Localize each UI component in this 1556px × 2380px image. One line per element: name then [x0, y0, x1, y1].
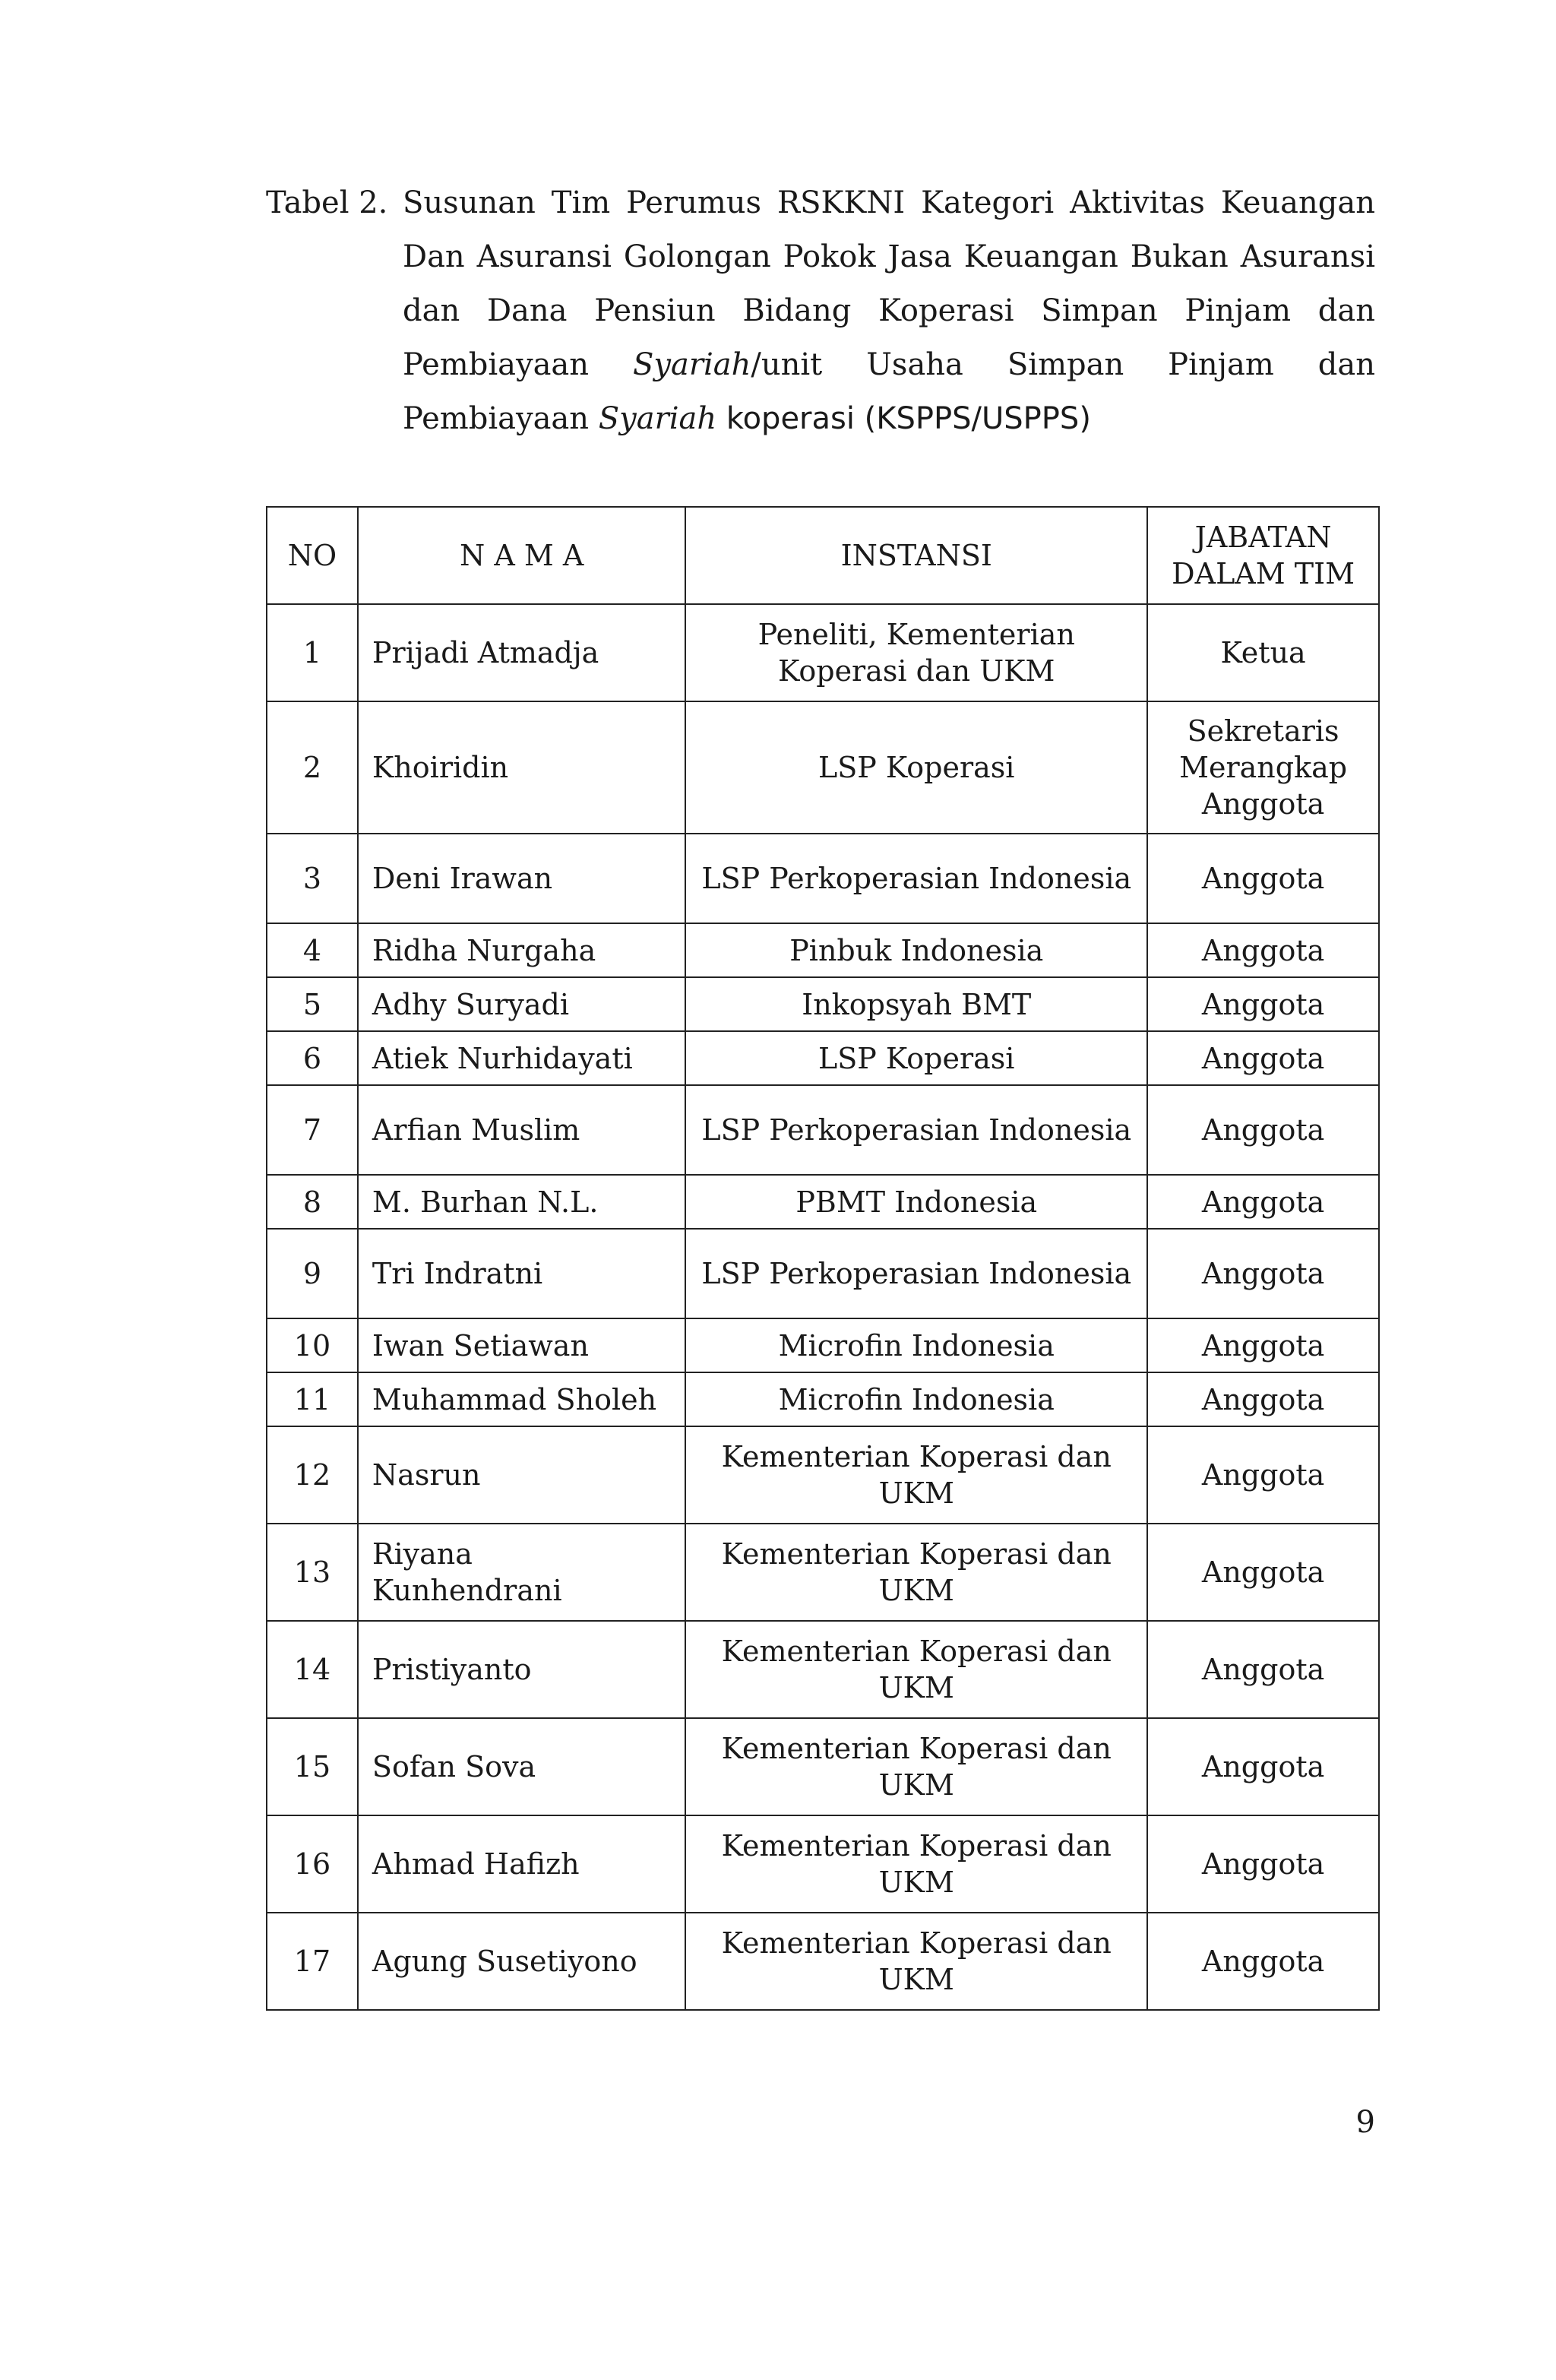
header-jabatan-line1: JABATAN [1194, 521, 1332, 554]
table-row [267, 1524, 1379, 1621]
cell-nama: Muhammad Sholeh [358, 1372, 685, 1426]
cell-no: 16 [267, 1815, 358, 1913]
cell-no: 13 [267, 1524, 358, 1621]
cell-instansi: Kementerian Koperasi dan UKM [685, 1718, 1147, 1815]
cell-nama: Ahmad Hafizh [358, 1815, 685, 1913]
header-instansi: INSTANSI [685, 507, 1147, 604]
cell-jabatan: Anggota [1147, 977, 1379, 1031]
cell-no: 17 [267, 1913, 358, 2010]
caption-italic-1: Syariah [633, 347, 751, 382]
header-no: NO [267, 507, 358, 604]
caption-text [403, 176, 1375, 446]
header-jabatan [1147, 507, 1379, 604]
cell-nama: Nasrun [358, 1426, 685, 1524]
cell-nama: Prijadi Atmadja [358, 604, 685, 701]
cell-instansi: Microfin Indonesia [685, 1372, 1147, 1426]
cell-jabatan: Anggota [1147, 1229, 1379, 1318]
table-row [267, 834, 1379, 923]
page-number: 9 [1355, 2105, 1375, 2140]
cell-no: 2 [267, 701, 358, 834]
cell-jabatan: Anggota [1147, 1426, 1379, 1524]
table-row [267, 1085, 1379, 1175]
cell-jabatan: Anggota [1147, 923, 1379, 977]
cell-jabatan: Anggota [1147, 1913, 1379, 2010]
cell-jabatan: Anggota [1147, 1815, 1379, 1913]
cell-jabatan: Anggota [1147, 1372, 1379, 1426]
table-row [267, 1229, 1379, 1318]
cell-instansi: Kementerian Koperasi dan UKM [685, 1524, 1147, 1621]
cell-nama: Riyana Kunhendrani [358, 1524, 685, 1621]
cell-instansi: Pinbuk Indonesia [685, 923, 1147, 977]
cell-jabatan: Anggota [1147, 1621, 1379, 1718]
cell-jabatan: Anggota [1147, 1085, 1379, 1175]
cell-jabatan: Anggota [1147, 1524, 1379, 1621]
cell-no: 15 [267, 1718, 358, 1815]
cell-no: 14 [267, 1621, 358, 1718]
cell-instansi: Kementerian Koperasi dan UKM [685, 1815, 1147, 1913]
cell-jabatan: Anggota [1147, 1031, 1379, 1085]
caption-text-part-1: Susunan Tim Perumus RSKKNI Kategori Aktivitas Keuangan Dan Asuransi Golongan Pokok Jasa Keuangan Bukan Asuransi dan Dana Pensiun Bidang Koperasi Simpan Pinjam dan Pembiayaan [403, 185, 1375, 382]
cell-nama: Adhy Suryadi [358, 977, 685, 1031]
cell-instansi: Kementerian Koperasi dan UKM [685, 1426, 1147, 1524]
table-row [267, 1318, 1379, 1372]
table-row [267, 1621, 1379, 1718]
cell-no: 12 [267, 1426, 358, 1524]
cell-no: 3 [267, 834, 358, 923]
cell-instansi: PBMT Indonesia [685, 1175, 1147, 1229]
cell-jabatan: Anggota [1147, 1318, 1379, 1372]
cell-jabatan: Anggota [1147, 1718, 1379, 1815]
team-table [266, 506, 1380, 2011]
cell-nama: Sofan Sova [358, 1718, 685, 1815]
cell-instansi: LSP Koperasi [685, 701, 1147, 834]
table-header-row [267, 507, 1379, 604]
cell-instansi: Inkopsyah BMT [685, 977, 1147, 1031]
header-jabatan-line2: DALAM TIM [1172, 557, 1355, 590]
table-row [267, 923, 1379, 977]
cell-no: 11 [267, 1372, 358, 1426]
cell-jabatan: Anggota [1147, 834, 1379, 923]
caption-text-part-3: koperasi (KSPPS/USPPS) [726, 401, 1091, 436]
cell-instansi: LSP Perkoperasian Indonesia [685, 1229, 1147, 1318]
table-caption [266, 176, 1375, 446]
cell-no: 4 [267, 923, 358, 977]
header-nama: N A M A [358, 507, 685, 604]
cell-no: 7 [267, 1085, 358, 1175]
cell-jabatan: Ketua [1147, 604, 1379, 701]
cell-no: 9 [267, 1229, 358, 1318]
cell-nama: Arfian Muslim [358, 1085, 685, 1175]
table-row [267, 701, 1379, 834]
cell-instansi: Microfin Indonesia [685, 1318, 1147, 1372]
table-row [267, 1718, 1379, 1815]
table-row [267, 1372, 1379, 1426]
table-row [267, 1815, 1379, 1913]
caption-italic-2: Syariah [598, 401, 717, 436]
table-row [267, 604, 1379, 701]
table-row [267, 977, 1379, 1031]
table-row [267, 1426, 1379, 1524]
cell-no: 5 [267, 977, 358, 1031]
cell-jabatan: Sekretaris Merangkap Anggota [1147, 701, 1379, 834]
cell-instansi: Kementerian Koperasi dan UKM [685, 1913, 1147, 2010]
cell-nama: Agung Susetiyono [358, 1913, 685, 2010]
cell-no: 10 [267, 1318, 358, 1372]
cell-nama: Deni Irawan [358, 834, 685, 923]
table-row [267, 1031, 1379, 1085]
cell-instansi: LSP Perkoperasian Indonesia [685, 1085, 1147, 1175]
caption-label: Tabel 2. [266, 185, 388, 220]
cell-instansi: LSP Perkoperasian Indonesia [685, 834, 1147, 923]
caption-text-part-2: /unit Usaha Simpan Pinjam dan Pembiayaan [403, 347, 1375, 436]
table-row [267, 1175, 1379, 1229]
cell-no: 8 [267, 1175, 358, 1229]
table-row [267, 1913, 1379, 2010]
cell-instansi: Kementerian Koperasi dan UKM [685, 1621, 1147, 1718]
cell-nama: Ridha Nurgaha [358, 923, 685, 977]
cell-instansi: Peneliti, Kementerian Koperasi dan UKM [685, 604, 1147, 701]
cell-nama: Pristiyanto [358, 1621, 685, 1718]
cell-nama: Atiek Nurhidayati [358, 1031, 685, 1085]
cell-instansi: LSP Koperasi [685, 1031, 1147, 1085]
cell-nama: Khoiridin [358, 701, 685, 834]
cell-no: 6 [267, 1031, 358, 1085]
cell-jabatan: Anggota [1147, 1175, 1379, 1229]
cell-nama: M. Burhan N.L. [358, 1175, 685, 1229]
cell-no: 1 [267, 604, 358, 701]
cell-nama: Tri Indratni [358, 1229, 685, 1318]
cell-nama: Iwan Setiawan [358, 1318, 685, 1372]
